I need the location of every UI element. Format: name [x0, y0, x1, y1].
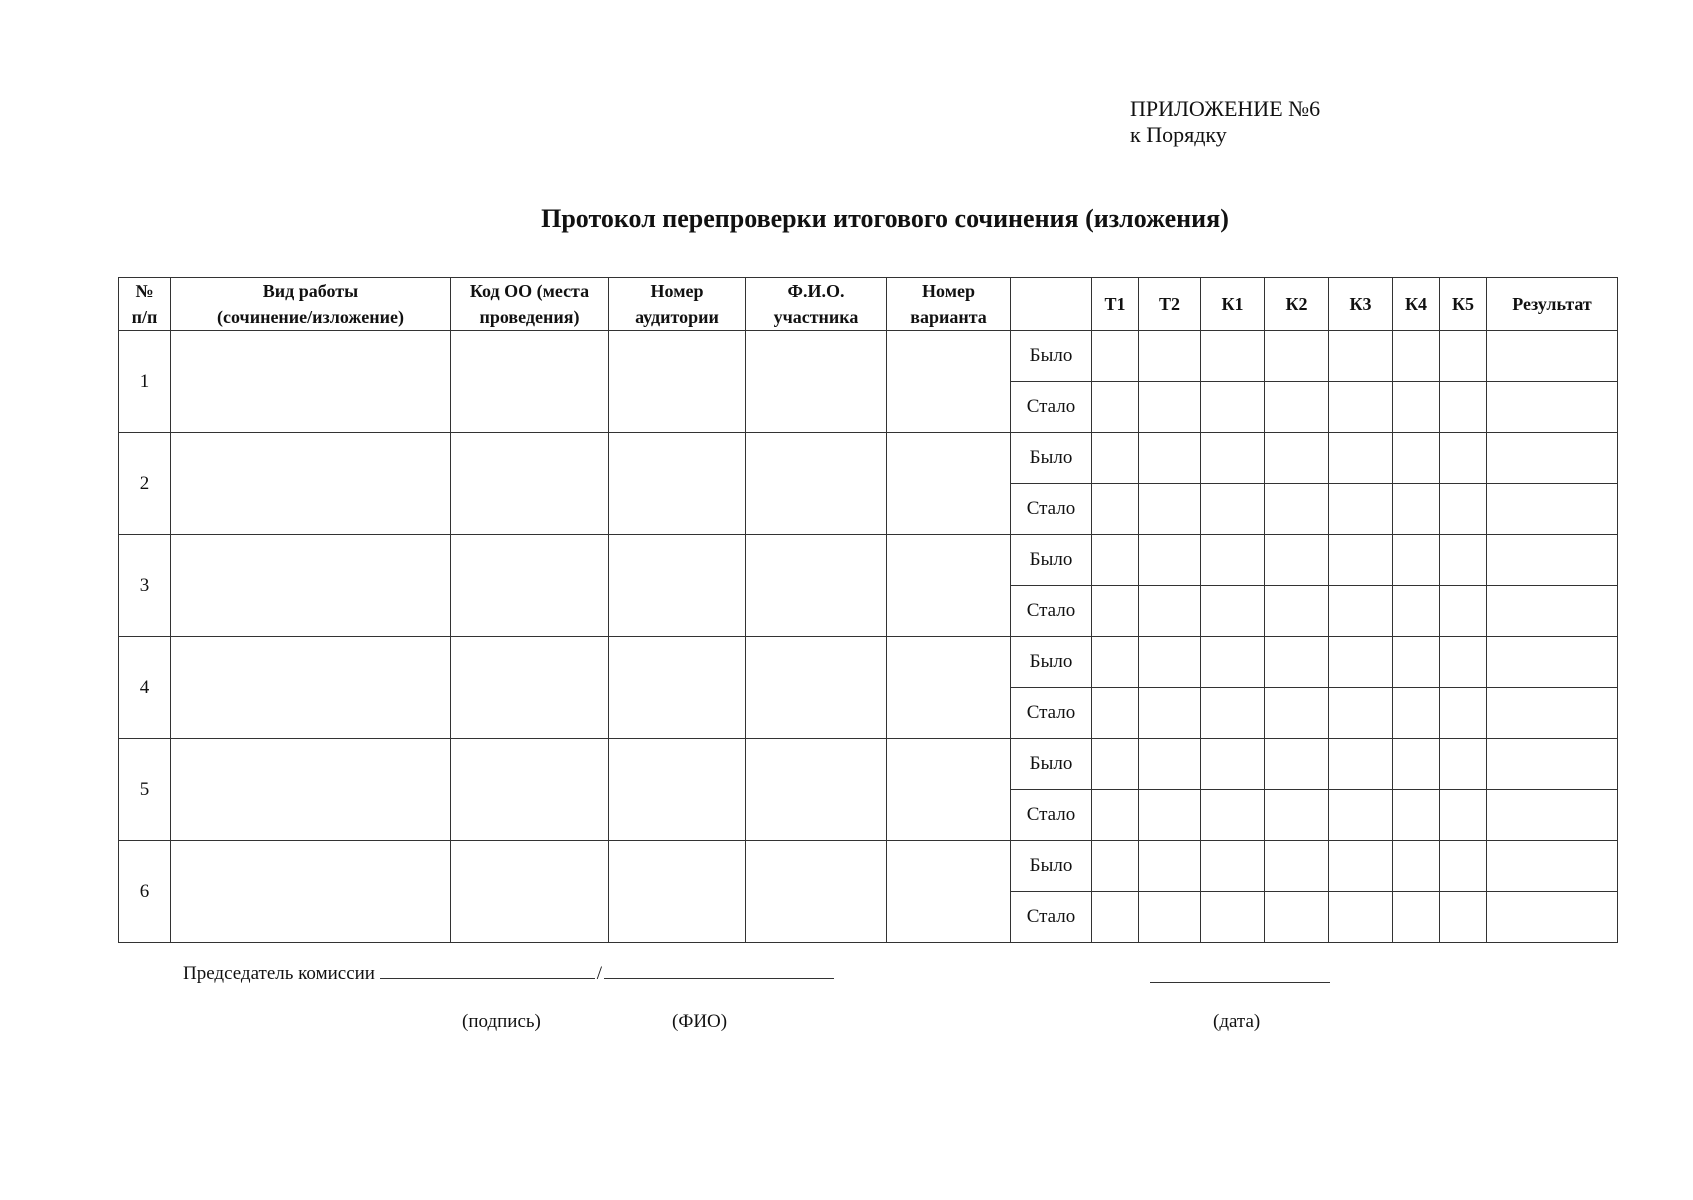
entry-cell[interactable] [746, 637, 887, 739]
column-header-line: Код ОО (места [469, 281, 590, 301]
score-cell[interactable] [1487, 586, 1618, 637]
score-cell[interactable] [1393, 790, 1440, 841]
entry-cell[interactable] [609, 433, 746, 535]
column-header-line: К4 [1404, 294, 1428, 314]
entry-cell[interactable] [887, 433, 1011, 535]
appendix-reference: к Порядку [1130, 122, 1227, 147]
score-cell[interactable] [1265, 535, 1329, 586]
state-after-label: Стало [1011, 688, 1092, 739]
score-cell[interactable] [1329, 739, 1393, 790]
score-cell[interactable] [1329, 790, 1393, 841]
table-row [119, 739, 1618, 790]
score-cell[interactable] [1265, 841, 1329, 892]
entry-cell[interactable] [171, 535, 451, 637]
score-cell[interactable] [1487, 331, 1618, 382]
row-number: 1 [119, 331, 171, 433]
score-cell[interactable] [1092, 586, 1139, 637]
column-header [1011, 278, 1092, 331]
score-cell[interactable] [1393, 739, 1440, 790]
column-header [119, 278, 171, 331]
row-number: 3 [119, 535, 171, 637]
score-cell[interactable] [1139, 484, 1201, 535]
score-cell[interactable] [1440, 382, 1487, 433]
score-cell[interactable] [1201, 535, 1265, 586]
entry-cell[interactable] [451, 739, 609, 841]
table-row [119, 331, 1618, 382]
column-header [1440, 278, 1487, 331]
signature-line[interactable] [380, 958, 595, 979]
score-cell[interactable] [1265, 688, 1329, 739]
score-cell[interactable] [1440, 688, 1487, 739]
appendix-number: ПРИЛОЖЕНИЕ №6 [1130, 96, 1321, 121]
state-after-label: Стало [1011, 586, 1092, 637]
entry-cell[interactable] [609, 331, 746, 433]
score-cell[interactable] [1139, 382, 1201, 433]
score-cell[interactable] [1092, 535, 1139, 586]
score-cell[interactable] [1201, 484, 1265, 535]
column-header-line: варианта [910, 307, 987, 327]
score-cell[interactable] [1440, 892, 1487, 943]
score-cell[interactable] [1393, 331, 1440, 382]
state-before-label: Было [1011, 331, 1092, 382]
date-line[interactable] [1150, 982, 1330, 983]
score-cell[interactable] [1487, 535, 1618, 586]
column-header [1393, 278, 1440, 331]
score-cell[interactable] [1487, 892, 1618, 943]
score-cell[interactable] [1092, 382, 1139, 433]
name-caption: (ФИО) [672, 1011, 728, 1032]
score-cell[interactable] [1139, 637, 1201, 688]
score-cell[interactable] [1329, 331, 1393, 382]
column-header-line: участника [773, 307, 859, 327]
score-cell[interactable] [1487, 433, 1618, 484]
score-cell[interactable] [1201, 841, 1265, 892]
score-cell[interactable] [1487, 739, 1618, 790]
score-cell[interactable] [1487, 841, 1618, 892]
table-row [119, 535, 1618, 586]
score-cell[interactable] [1201, 382, 1265, 433]
score-cell[interactable] [1440, 841, 1487, 892]
column-header-line: Номер [922, 281, 975, 301]
column-header [171, 278, 451, 331]
entry-cell[interactable] [171, 841, 451, 943]
entry-cell[interactable] [746, 739, 887, 841]
column-header [1329, 278, 1393, 331]
column-header-line: К2 [1285, 294, 1308, 314]
score-cell[interactable] [1393, 484, 1440, 535]
state-before-label: Было [1011, 637, 1092, 688]
state-after-label: Стало [1011, 892, 1092, 943]
score-cell[interactable] [1201, 331, 1265, 382]
state-after-label: Стало [1011, 790, 1092, 841]
score-cell[interactable] [1139, 535, 1201, 586]
score-cell[interactable] [1092, 637, 1139, 688]
score-cell[interactable] [1139, 841, 1201, 892]
score-cell[interactable] [1092, 433, 1139, 484]
state-before-label: Было [1011, 535, 1092, 586]
score-cell[interactable] [1329, 382, 1393, 433]
entry-cell[interactable] [451, 535, 609, 637]
score-cell[interactable] [1092, 892, 1139, 943]
entry-cell[interactable] [887, 637, 1011, 739]
score-cell[interactable] [1487, 688, 1618, 739]
entry-cell[interactable] [609, 535, 746, 637]
column-header [451, 278, 609, 331]
score-cell[interactable] [1201, 688, 1265, 739]
score-cell[interactable] [1265, 382, 1329, 433]
score-cell[interactable] [1265, 790, 1329, 841]
score-cell[interactable] [1092, 331, 1139, 382]
score-cell[interactable] [1265, 739, 1329, 790]
column-header [887, 278, 1011, 331]
signature-caption: (подпись) [462, 1011, 541, 1032]
row-number: 2 [119, 433, 171, 535]
entry-cell[interactable] [746, 535, 887, 637]
score-cell[interactable] [1393, 382, 1440, 433]
entry-cell[interactable] [887, 331, 1011, 433]
column-header-line: (сочинение/изложение) [217, 307, 404, 327]
entry-cell[interactable] [171, 331, 451, 433]
score-cell[interactable] [1092, 790, 1139, 841]
score-cell[interactable] [1329, 892, 1393, 943]
state-after-label: Стало [1011, 484, 1092, 535]
row-number: 4 [119, 637, 171, 739]
score-cell[interactable] [1201, 586, 1265, 637]
score-cell[interactable] [1487, 637, 1618, 688]
column-header [1201, 278, 1265, 331]
score-cell[interactable] [1440, 637, 1487, 688]
entry-cell[interactable] [746, 331, 887, 433]
score-cell[interactable] [1329, 484, 1393, 535]
entry-cell[interactable] [171, 433, 451, 535]
score-cell[interactable] [1201, 892, 1265, 943]
document-title: Протокол перепроверки итогового сочинения (изложения) [541, 204, 1229, 233]
column-header-line: проведения) [479, 307, 580, 327]
protocol-table [118, 277, 1618, 943]
score-cell[interactable] [1265, 637, 1329, 688]
column-header-line: К1 [1221, 294, 1244, 314]
row-number: 5 [119, 739, 171, 841]
entry-cell[interactable] [746, 841, 887, 943]
name-line[interactable] [604, 958, 834, 979]
state-after-label: Стало [1011, 382, 1092, 433]
score-cell[interactable] [1393, 535, 1440, 586]
score-cell[interactable] [1329, 433, 1393, 484]
score-cell[interactable] [1440, 790, 1487, 841]
score-cell[interactable] [1265, 331, 1329, 382]
score-cell[interactable] [1440, 535, 1487, 586]
column-header [746, 278, 887, 331]
score-cell[interactable] [1393, 586, 1440, 637]
chairman-label: Председатель комиссии [183, 963, 375, 984]
score-cell[interactable] [1329, 586, 1393, 637]
score-cell[interactable] [1092, 841, 1139, 892]
signature-separator: / [596, 963, 602, 984]
score-cell[interactable] [1201, 637, 1265, 688]
column-header-line: Т1 [1104, 294, 1126, 314]
column-header-line: аудитории [635, 307, 719, 327]
score-cell[interactable] [1440, 586, 1487, 637]
entry-cell[interactable] [746, 433, 887, 535]
score-cell[interactable] [1329, 535, 1393, 586]
score-cell[interactable] [1487, 382, 1618, 433]
score-cell[interactable] [1139, 688, 1201, 739]
score-cell[interactable] [1440, 433, 1487, 484]
column-header-line: № [135, 281, 154, 301]
column-header-line: Номер [650, 281, 704, 301]
entry-cell[interactable] [887, 535, 1011, 637]
state-before-label: Было [1011, 841, 1092, 892]
column-header-line: Т2 [1158, 294, 1180, 314]
score-cell[interactable] [1393, 433, 1440, 484]
column-header-line: Ф.И.О. [787, 281, 845, 301]
score-cell[interactable] [1393, 892, 1440, 943]
column-header [1265, 278, 1329, 331]
score-cell[interactable] [1201, 790, 1265, 841]
entry-cell[interactable] [609, 637, 746, 739]
row-number: 6 [119, 841, 171, 943]
score-cell[interactable] [1265, 433, 1329, 484]
score-cell[interactable] [1092, 739, 1139, 790]
score-cell[interactable] [1393, 688, 1440, 739]
score-cell[interactable] [1139, 433, 1201, 484]
score-cell[interactable] [1440, 331, 1487, 382]
score-cell[interactable] [1139, 739, 1201, 790]
entry-cell[interactable] [451, 433, 609, 535]
score-cell[interactable] [1139, 790, 1201, 841]
column-header [609, 278, 746, 331]
entry-cell[interactable] [171, 739, 451, 841]
table-row [119, 433, 1618, 484]
column-header-line: К5 [1451, 294, 1475, 314]
score-cell[interactable] [1487, 484, 1618, 535]
score-cell[interactable] [1440, 484, 1487, 535]
state-before-label: Было [1011, 739, 1092, 790]
date-caption: (дата) [1213, 1011, 1261, 1032]
column-header [1139, 278, 1201, 331]
score-cell[interactable] [1139, 892, 1201, 943]
score-cell[interactable] [1265, 586, 1329, 637]
score-cell[interactable] [1440, 739, 1487, 790]
column-header-line: п/п [131, 307, 158, 327]
appendix-header [1130, 96, 1320, 148]
entry-cell[interactable] [887, 739, 1011, 841]
entry-cell[interactable] [609, 841, 746, 943]
entry-cell[interactable] [451, 331, 609, 433]
column-header [1487, 278, 1618, 331]
score-cell[interactable] [1201, 433, 1265, 484]
entry-cell[interactable] [451, 637, 609, 739]
chairman-signature-block [183, 958, 834, 985]
score-cell[interactable] [1139, 586, 1201, 637]
column-header-line: Результат [1512, 294, 1592, 314]
score-cell[interactable] [1393, 637, 1440, 688]
score-cell[interactable] [1201, 739, 1265, 790]
column-header [1092, 278, 1139, 331]
table-body [119, 331, 1618, 943]
header-row [119, 278, 1618, 331]
score-cell[interactable] [1329, 841, 1393, 892]
score-cell[interactable] [1092, 688, 1139, 739]
entry-cell[interactable] [451, 841, 609, 943]
column-header-line: Вид работы [262, 281, 359, 301]
entry-cell[interactable] [171, 637, 451, 739]
column-header-line: К3 [1349, 294, 1372, 314]
score-cell[interactable] [1265, 484, 1329, 535]
entry-cell[interactable] [887, 841, 1011, 943]
table-row [119, 841, 1618, 892]
score-cell[interactable] [1487, 790, 1618, 841]
score-cell[interactable] [1139, 331, 1201, 382]
table-row [119, 637, 1618, 688]
score-cell[interactable] [1329, 688, 1393, 739]
score-cell[interactable] [1265, 892, 1329, 943]
state-before-label: Было [1011, 433, 1092, 484]
score-cell[interactable] [1329, 637, 1393, 688]
score-cell[interactable] [1092, 484, 1139, 535]
score-cell[interactable] [1393, 841, 1440, 892]
entry-cell[interactable] [609, 739, 746, 841]
